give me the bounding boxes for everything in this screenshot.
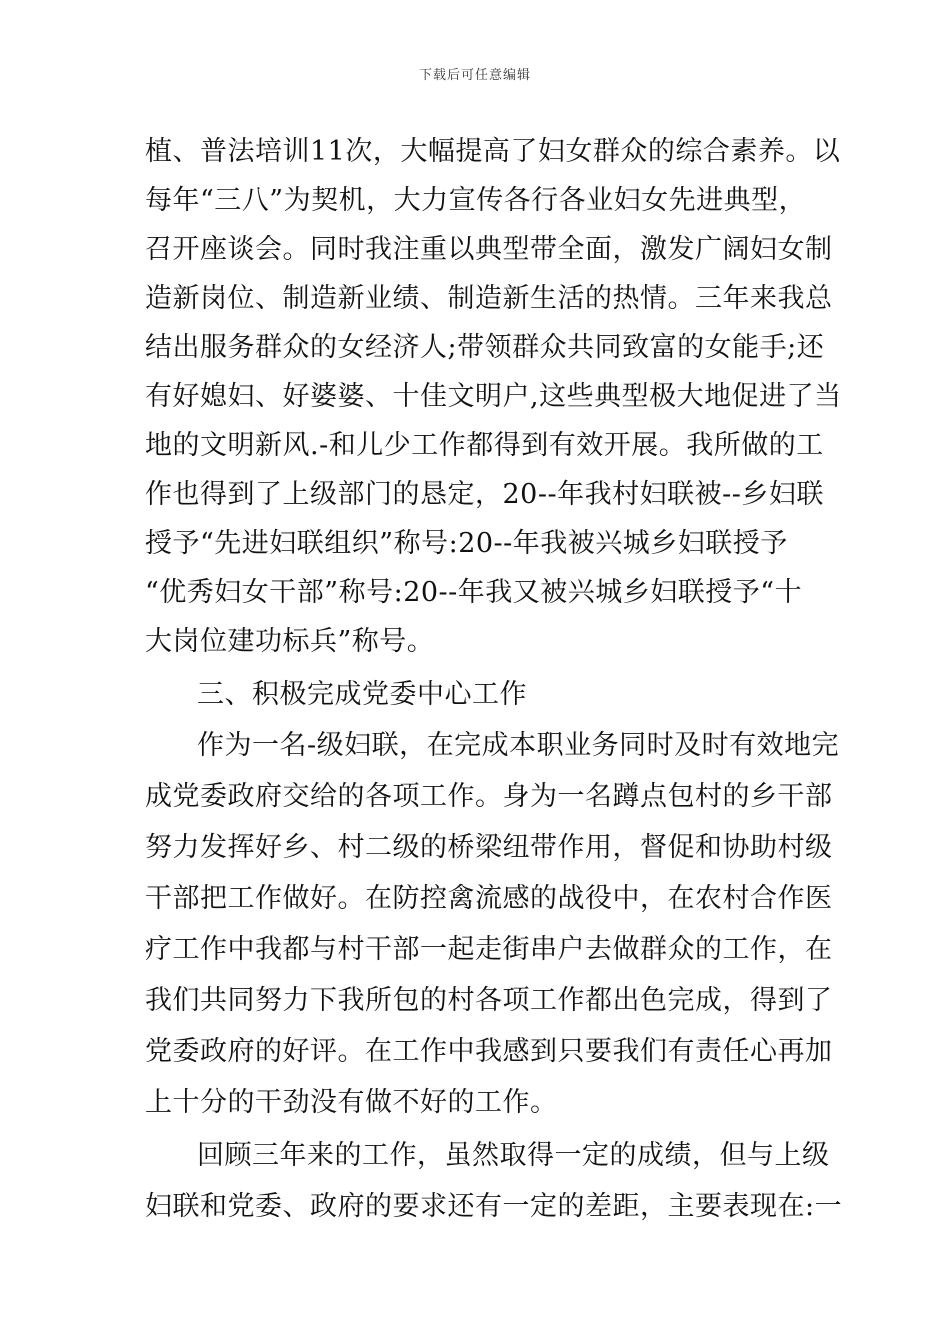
text-line: 成党委政府交给的各项工作。身为一名蹲点包村的乡干部	[145, 781, 833, 812]
text-line: 干部把工作做好。在防控禽流感的战役中，在农村合作医	[145, 883, 833, 914]
text-line: 大岗位建功标兵”称号。	[145, 626, 435, 657]
text-line: 疗工作中我都与村干部一起走街串户去做群众的工作，在	[145, 934, 833, 965]
text-line: 上十分的干劲没有做不好的工作。	[145, 1087, 558, 1118]
text-line: 植、普法培训11次，大幅提高了妇女群众的综合素养。以	[145, 136, 841, 167]
text-line: 回顾三年来的工作，虽然取得一定的成绩，但与上级	[197, 1140, 830, 1171]
text-line: 作也得到了上级部门的恳定，20--年我村妇联被--乡妇联	[145, 479, 824, 510]
text-line: 党委政府的好评。在工作中我感到只要我们有责任心再加	[145, 1036, 833, 1067]
header-note: 下载后可任意编辑	[418, 68, 531, 83]
text-line: 地的文明新风.-和儿少工作都得到有效开展。我所做的工	[145, 430, 824, 461]
text-line: 造新岗位、制造新业绩、制造新生活的热情。三年来我总	[145, 283, 833, 314]
text-line: 有好媳妇、好婆婆、十佳文明户,这些典型极大地促进了当	[145, 381, 842, 412]
section-heading: 三、积极完成党委中心工作	[197, 679, 527, 710]
text-line: 妇联和党委、政府的要求还有一定的差距，主要表现在:一	[145, 1191, 843, 1222]
text-line: 每年“三八”为契机，大力宣传各行各业妇女先进典型，	[145, 185, 807, 216]
text-line: 努力发挥好乡、村二级的桥梁纽带作用，督促和协助村级	[145, 832, 833, 863]
text-line: 结出服务群众的女经济人;带领群众共同致富的女能手;还	[145, 332, 825, 363]
text-line: 作为一名-级妇联，在完成本职业务同时及时有效地完	[197, 730, 840, 761]
text-line: 授予“先进妇联组织”称号:20--年我被兴城乡妇联授予	[145, 528, 788, 559]
text-line: “优秀妇女干部”称号:20--年我又被兴城乡妇联授予“十	[145, 577, 803, 608]
text-line: 召开座谈会。同时我注重以典型带全面，激发广阔妇女制	[145, 234, 833, 265]
text-line: 我们共同努力下我所包的村各项工作都出色完成，得到了	[145, 985, 833, 1016]
